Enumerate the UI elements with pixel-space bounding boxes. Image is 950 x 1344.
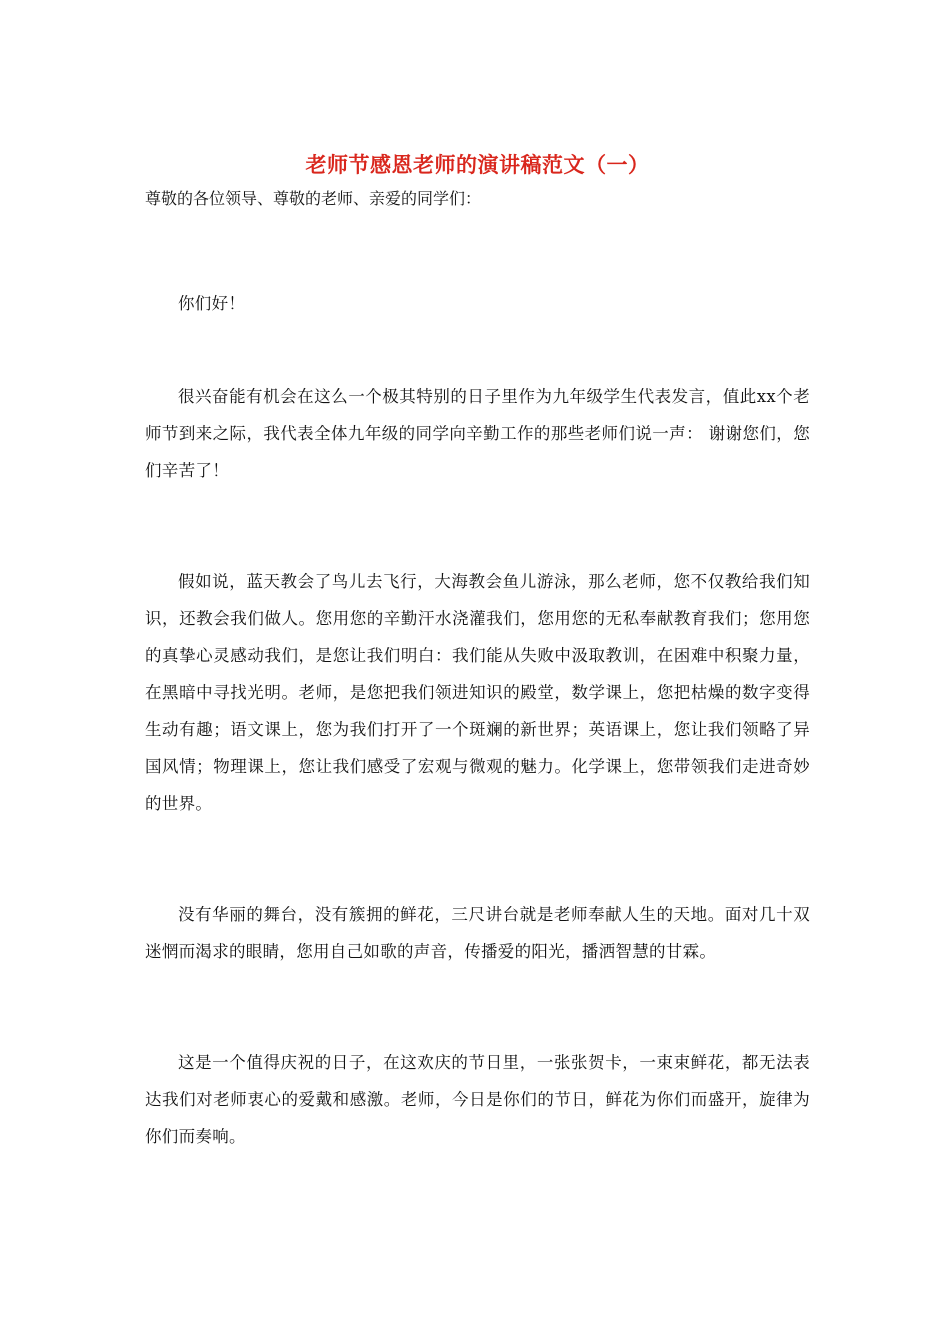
greeting-line: 尊敬的各位领导、尊敬的老师、亲爱的同学们： bbox=[145, 189, 482, 208]
hello-line: 你们好！ bbox=[178, 294, 246, 313]
paragraph-4: 这是一个值得庆祝的日子，在这欢庆的节日里，一张张贺卡，一束束鲜花，都无法表达我们对老师衷心的爱戴和感激。老师，今日是你们的节日，鲜花为你们而盛开，旋律为你们而奏响。 bbox=[145, 1053, 810, 1146]
paragraph-3: 没有华丽的舞台，没有簇拥的鲜花，三尺讲台就是老师奉献人生的天地。面对几十双迷惘而渴求的眼睛，您用自己如歌的声音，传播爱的阳光，播洒智慧的甘霖。 bbox=[145, 905, 810, 961]
paragraph-2: 假如说，蓝天教会了鸟儿去飞行，大海教会鱼儿游泳，那么老师，您不仅教给我们知识，还教会我们做人。您用您的辛勤汗水浇灌我们，您用您的无私奉献教育我们；您用您的真挚心灵感动我们，是您让我们明白：我们能从失败中汲取教训，在困难中积聚力量，在黑暗中寻找光明。老师，是您把我们领进知识的殿堂，数学课上，您把枯燥的数字变得生动有趣；语文课上，您为我们打开了一个斑斓的新世界；英语课上，您让我们领略了异国风情；物理课上，您让我们感受了宏观与微观的魅力。化学课上，您带领我们走进奇妙的世界。 bbox=[145, 572, 810, 813]
document-page bbox=[145, 150, 810, 1155]
document-title: 老师节感恩老师的演讲稿范文（一） bbox=[305, 152, 650, 177]
paragraph-1: 很兴奋能有机会在这么一个极其特别的日子里作为九年级学生代表发言，值此xx个老师节到来之际，我代表全体九年级的同学向辛勤工作的那些老师们说一声： 谢谢您们，您们辛苦了！ bbox=[145, 387, 810, 480]
